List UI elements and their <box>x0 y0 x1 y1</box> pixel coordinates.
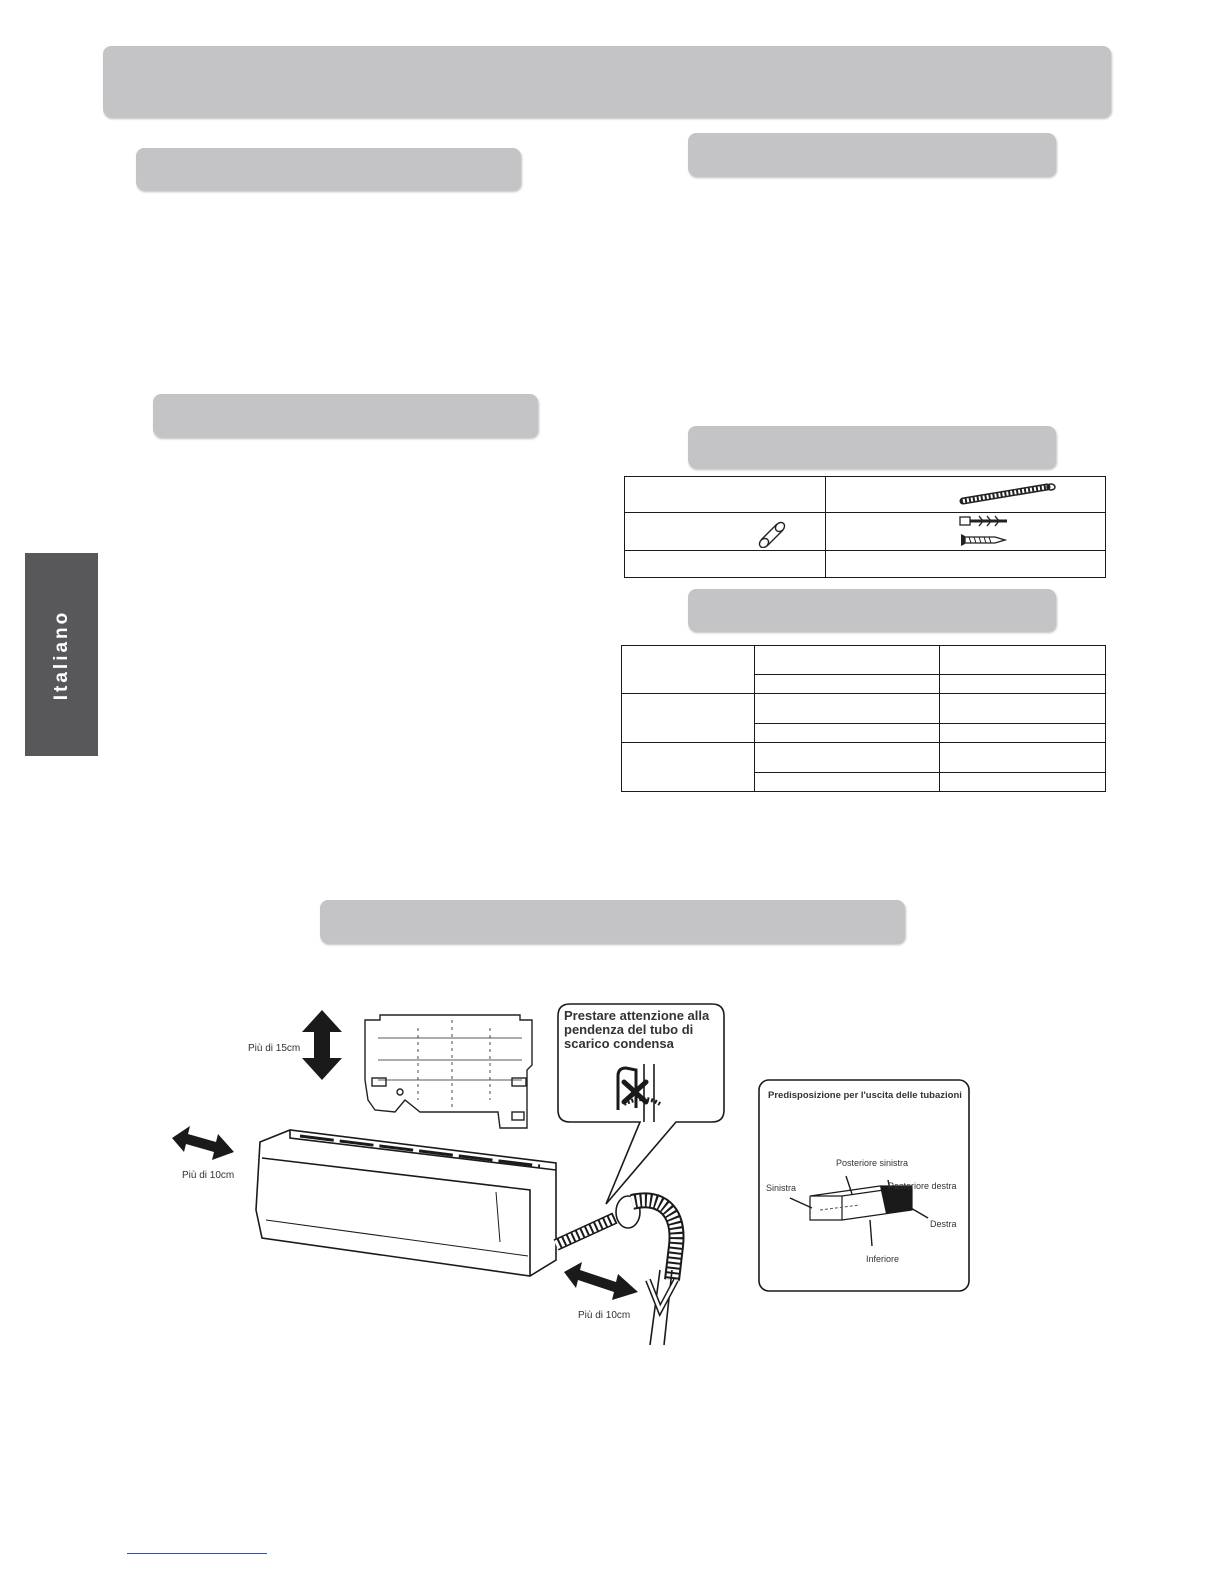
page-header-banner <box>103 46 1111 117</box>
section-banner-installation-diagram <box>320 900 905 943</box>
section-banner-pipe-length <box>688 589 1056 631</box>
table-cell <box>755 675 940 694</box>
tape-roll-icon <box>755 518 789 548</box>
table-cell <box>826 513 1106 551</box>
table-cell <box>826 477 1106 513</box>
coiled-drain-hose-icon <box>959 483 1059 505</box>
table-cell <box>625 551 826 578</box>
language-side-tab <box>25 553 98 756</box>
clearance-arrow-top <box>302 1010 342 1080</box>
footer-link-underline[interactable] <box>127 1553 267 1554</box>
clearance-left-label: Più di 10cm <box>182 1170 235 1181</box>
screw-icon <box>959 532 1007 548</box>
piping-outlet-panel <box>759 1080 969 1291</box>
piping-right-label: Destra <box>930 1219 957 1229</box>
table-cell <box>625 513 826 551</box>
table-cell <box>622 694 755 743</box>
clearance-right-label: Più di 10cm <box>578 1310 631 1321</box>
table-cell <box>622 646 755 694</box>
pipe-length-table <box>621 645 1106 792</box>
table-cell <box>940 646 1106 675</box>
table-cell <box>940 773 1106 792</box>
table-cell <box>940 694 1106 724</box>
table-cell <box>755 743 940 773</box>
table-cell <box>826 551 1106 578</box>
clearance-arrow-right <box>564 1262 638 1300</box>
accessories-table <box>624 476 1106 578</box>
table-cell <box>940 724 1106 743</box>
table-cell <box>755 724 940 743</box>
table-row <box>622 646 1106 675</box>
drain-callout-line-3: scarico condensa <box>564 1036 674 1051</box>
drain-callout-line-2: pendenza del tubo di <box>564 1022 694 1037</box>
installation-diagram <box>0 980 1224 1400</box>
piping-panel-title: Predisposizione per l'uscita delle tubazioni <box>768 1090 962 1101</box>
section-banner-accessories <box>688 426 1056 468</box>
section-banner-left-2 <box>153 394 538 437</box>
table-row <box>622 694 1106 724</box>
piping-rear-right-label: Posteriore destra <box>888 1181 957 1191</box>
drain-slope-callout <box>558 1004 724 1204</box>
table-cell <box>625 477 826 513</box>
mounting-plate <box>365 1015 532 1128</box>
table-cell <box>940 743 1106 773</box>
piping-left-label: Sinistra <box>766 1183 797 1193</box>
table-cell <box>755 694 940 724</box>
section-banner-left-1 <box>136 148 521 190</box>
table-row <box>622 743 1106 773</box>
table-cell <box>940 675 1106 694</box>
table-cell <box>622 743 755 792</box>
clearance-arrow-left <box>172 1126 234 1160</box>
table-cell <box>755 773 940 792</box>
indoor-unit <box>256 1130 556 1276</box>
clearance-top-label: Più di 15cm <box>248 1043 301 1054</box>
table-row <box>625 477 1106 513</box>
table-row <box>625 513 1106 551</box>
wall-plug-icon <box>959 514 1009 528</box>
section-banner-right-1 <box>688 133 1056 176</box>
table-row <box>625 551 1106 578</box>
drain-callout-line-1: Prestare attenzione alla <box>564 1008 710 1023</box>
piping-bottom-label: Inferiore <box>866 1254 900 1264</box>
language-side-tab-label: Italiano <box>50 609 72 700</box>
table-cell <box>755 646 940 675</box>
piping-rear-left-label: Posteriore sinistra <box>836 1158 909 1168</box>
